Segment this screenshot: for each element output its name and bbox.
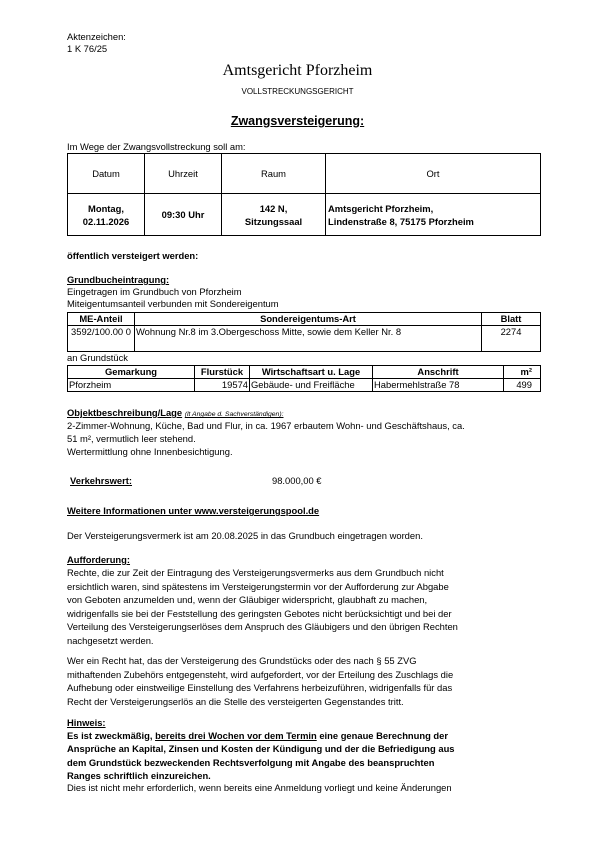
land-register-line1: Eingetragen im Grundbuch von Pforzheim (67, 286, 242, 297)
request-p1-line: widrigenfalls sie bei der Feststellung des geringsten Gebotes nicht berücksichtigt und bei der (67, 607, 452, 619)
plot-header-district: Gemarkung (68, 366, 195, 379)
plot-cell-parcel: 19574 (195, 379, 250, 392)
notice-title: Zwangsversteigerung: (230, 114, 365, 128)
hint-deadline: bereits drei Wochen vor dem Termin (155, 730, 317, 741)
hint-last-line: Dies ist nicht mehr erforderlich, wenn bereits eine Anmeldung vorliegt und keine Änderungen (67, 782, 452, 793)
request-paragraph-1 (67, 566, 539, 648)
plot-header-area: m² (504, 366, 541, 379)
header-date: Datum (68, 154, 145, 194)
auction-phrase: öffentlich versteigert werden: (67, 250, 199, 261)
plot-header-parcel: Flurstück (195, 366, 250, 379)
more-info-link[interactable]: Weitere Informationen unter www.versteigerungspool.de (67, 505, 320, 516)
request-p1-line: Rechte, die zur Zeit der Eintragung des Versteigerungsvermerks aus dem Grundbuch nicht (67, 567, 444, 578)
hint-line: Ranges schriftlich einzureichen. (67, 770, 211, 782)
land-register-heading: Grundbucheintragung: (67, 274, 170, 285)
object-line2: 51 m², vermutlich leer stehend. (67, 433, 196, 444)
request-p1-line: Verteilung des Versteigerungserlöses dem Anspruch des Gläubigers und den übrigen Rechten (67, 621, 458, 633)
case-number: 1 K 76/25 (67, 43, 108, 54)
me-header-share: ME-Anteil (68, 313, 135, 326)
request-p1-line: nachgesetzt werden. (67, 634, 154, 646)
schedule-table (67, 153, 541, 236)
request-p2-line: Aufhebung oder einstweilige Einstellung des Verfahrens herbeizuführen, widrigenfalls für das (67, 682, 453, 694)
court-name: Amtsgericht Pforzheim (222, 62, 373, 79)
request-heading: Aufforderung: (67, 554, 131, 565)
object-heading-row (67, 407, 284, 418)
land-register-line2: Miteigentumsanteil verbunden mit Sondereigentum (67, 298, 279, 309)
me-table (67, 312, 541, 352)
request-p2-line: Recht der Versteigerungserlös an die Stelle des versteigerten Gegenstandes tritt. (67, 695, 404, 707)
request-paragraph-2 (67, 654, 539, 708)
request-p2-line: Wer ein Recht hat, das der Versteigerung des Grundstücks oder des nach § 55 ZVG (67, 655, 417, 666)
plot-cell-usage: Gebäude- und Freifläche (250, 379, 373, 392)
plot-table (67, 365, 541, 392)
court-department: VOLLSTRECKUNGSGERICHT (241, 87, 354, 96)
schedule-date: Montag, 02.11.2026 (68, 194, 145, 236)
object-heading: Objektbeschreibung/Lage (67, 407, 183, 418)
an-grundstueck: an Grundstück (67, 352, 128, 363)
hint-paragraph (67, 729, 539, 783)
header-time: Uhrzeit (145, 154, 222, 194)
plot-cell-address: Habermehlstraße 78 (373, 379, 504, 392)
case-label: Aktenzeichen: (67, 31, 126, 42)
schedule-room: 142 N, Sitzungssaal (222, 194, 326, 236)
plot-cell-area: 499 (504, 379, 541, 392)
intro-text: Im Wege der Zwangsvollstreckung soll am: (67, 141, 246, 152)
registration-note: Der Versteigerungsvermerk ist am 20.08.2025 in das Grundbuch eingetragen worden. (67, 530, 423, 541)
plot-cell-district: Pforzheim (68, 379, 195, 392)
me-header-type: Sondereigentums-Art (135, 313, 482, 326)
plot-header-usage: Wirtschaftsart u. Lage (250, 366, 373, 379)
hint-line-1: Es ist zweckmäßig, bereits drei Wochen vor dem Termin eine genaue Berechnung der (67, 730, 449, 741)
schedule-place: Amtsgericht Pforzheim, Lindenstraße 8, 75175 Pforzheim (326, 194, 541, 236)
me-header-sheet: Blatt (482, 313, 541, 326)
value-label: Verkehrswert: (70, 475, 133, 486)
schedule-time: 09:30 Uhr (145, 194, 222, 236)
request-p1-line: von Geboten anzumelden und, wenn der Gläubiger widerspricht, glaubhaft zu machen, (67, 594, 428, 606)
object-heading-note: (lt Angabe d. Sachverständigen): (184, 411, 284, 418)
object-line1: 2-Zimmer-Wohnung, Küche, Bad und Flur, in ca. 1967 erbautem Wohn- und Geschäftshaus, ca. (67, 420, 465, 431)
me-cell-type: Wohnung Nr.8 im 3.Obergeschoss Mitte, sowie dem Keller Nr. 8 (135, 326, 482, 352)
hint-line: Ansprüche an Kapital, Zinsen und Kosten der Kündigung und der die Befriedigung aus (67, 743, 455, 755)
value-amount: 98.000,00 € (272, 475, 322, 486)
request-p1-line: ersichtlich waren, sind spätestens im Versteigerungstermin vor der Aufforderung zur Abgabe (67, 580, 449, 592)
me-cell-sheet: 2274 (482, 326, 541, 352)
me-cell-share: 3592/100.00 0 (68, 326, 135, 352)
header-place: Ort (326, 154, 541, 194)
request-p2-line: mithaftenden Zubehörs entgegensteht, wird aufgefordert, vor der Erteilung des Zuschlags die (67, 668, 454, 680)
object-line3: Wertermittlung ohne Innenbesichtigung. (67, 446, 233, 457)
hint-line: dem Grundstück bezweckenden Rechtsverfolgung mit Angabe des beanspruchten (67, 756, 435, 768)
plot-header-address: Anschrift (373, 366, 504, 379)
header-room: Raum (222, 154, 326, 194)
hint-heading: Hinweis: (67, 717, 106, 728)
